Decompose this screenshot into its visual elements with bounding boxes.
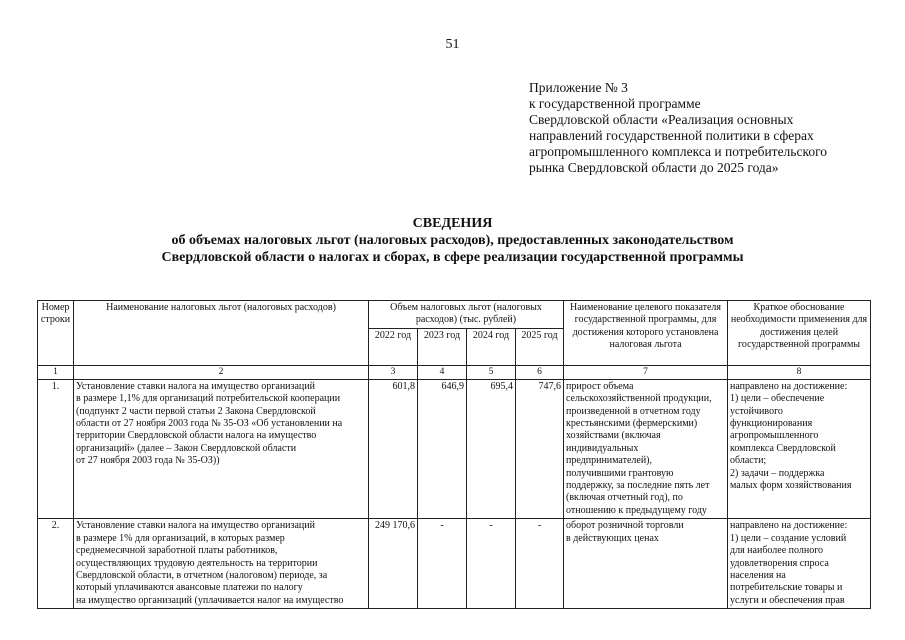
header-year: 2025 год [516, 328, 564, 365]
table-row [38, 519, 871, 609]
row-number: 2. [38, 519, 74, 609]
column-number: 8 [728, 365, 871, 379]
appendix-line: агропромышленного комплекса и потребительского [529, 144, 828, 159]
column-number: 2 [74, 365, 369, 379]
header-indicator: Наименование целевого показателя государственной программы, для достижения которого установлена налоговая льгота [564, 301, 728, 366]
justification: направлено на достижение: 1) цели – создание условий для наиболее полного удовлетворения спроса населения на потребительские товары и услуги и обеспечения прав [728, 519, 871, 609]
title-line: Свердловской области о налогах и сборах, в сфере реализации государственной программы [161, 250, 744, 265]
row-number: 1. [38, 379, 74, 518]
document-title [0, 215, 905, 266]
column-number: 1 [38, 365, 74, 379]
benefit-name: Установление ставки налога на имущество организаций в размере 1% для организаций, в которых размер среднемесячной заработной платы работников, осуществляющих трудовую деятельность на территории Свердловской области, в отчетном (налоговом) периоде, за который уплачиваются авансовые платежи по налогу на имущество организаций (уплачивается налог на имущество [74, 519, 369, 609]
title-line: об объемах налоговых льгот (налоговых расходов), предоставленных законодательством [171, 233, 734, 248]
value-2023: - [418, 519, 467, 609]
justification: направлено на достижение: 1) цели – обеспечение устойчивого функционирования агропромышленного комплекса Свердловской области; 2) задачи – поддержка малых форм хозяйствования [728, 379, 871, 518]
target-indicator: прирост объема сельскохозяйственной продукции, произведенной в отчетном году крестьянскими (фермерскими) хозяйствами (включая индивидуальных предпринимателей), получившими грантовую поддержку, за последние пять лет (включая отчетный год), по отношению к предыдущему году [564, 379, 728, 518]
appendix-line: рынка Свердловской области до 2025 года» [529, 160, 779, 175]
header-year: 2022 год [369, 328, 418, 365]
page-number: 51 [445, 37, 460, 52]
appendix-line: Свердловской области «Реализация основных [529, 112, 794, 127]
column-number: 6 [516, 365, 564, 379]
column-number: 3 [369, 365, 418, 379]
header-row [38, 301, 871, 329]
tax-benefits-table [37, 300, 871, 609]
header-benefit-name: Наименование налоговых льгот (налоговых расходов) [74, 301, 369, 366]
appendix-line: направлений государственной политики в сферах [529, 128, 814, 143]
value-2025: 747,6 [516, 379, 564, 518]
value-2025: - [516, 519, 564, 609]
value-2022: 601,8 [369, 379, 418, 518]
column-number-row [38, 365, 871, 379]
column-number: 7 [564, 365, 728, 379]
value-2024: - [467, 519, 516, 609]
header-year: 2024 год [467, 328, 516, 365]
value-2023: 646,9 [418, 379, 467, 518]
value-2024: 695,4 [467, 379, 516, 518]
header-justification: Краткое обоснование необходимости применения для достижения целей государственной программы [728, 301, 871, 366]
header-volume: Объем налоговых льгот (налоговых расходов) (тыс. рублей) [369, 301, 564, 329]
appendix-line: к государственной программе [529, 96, 701, 111]
column-number: 4 [418, 365, 467, 379]
target-indicator: оборот розничной торговли в действующих ценах [564, 519, 728, 609]
appendix-line: Приложение № 3 [529, 80, 628, 95]
header-row-number: Номер строки [38, 301, 74, 366]
value-2022: 249 170,6 [369, 519, 418, 609]
header-year: 2023 год [418, 328, 467, 365]
column-number: 5 [467, 365, 516, 379]
appendix-note [529, 80, 889, 176]
benefit-name: Установление ставки налога на имущество организаций в размере 1,1% для организаций потребительской кооперации (подпункт 2 части первой статьи 2 Закона Свердловской области от 27 ноября 2003 года № 35-ОЗ «Об установлении на территории Свердловской области налога на имущество организаций» (далее – Закон Свердловской области от 27 ноября 2003 года № 35-ОЗ)) [74, 379, 369, 518]
title-main: СВЕДЕНИЯ [412, 216, 493, 231]
table-row [38, 379, 871, 518]
